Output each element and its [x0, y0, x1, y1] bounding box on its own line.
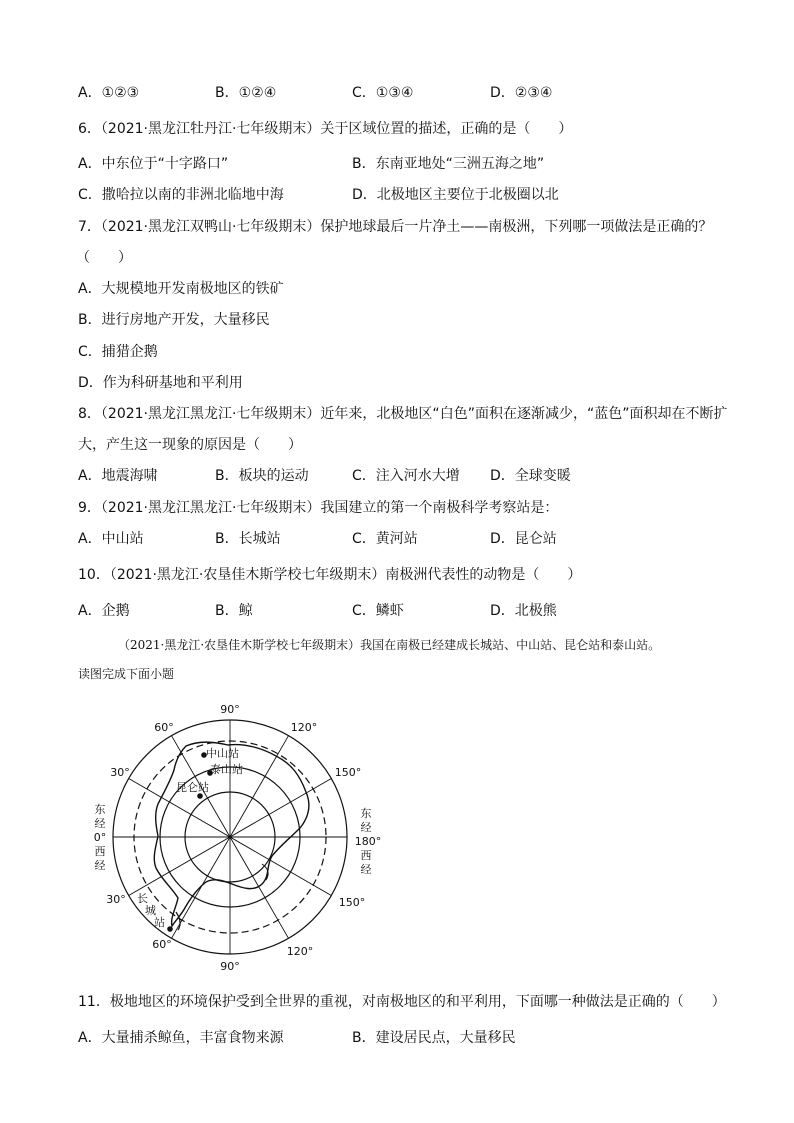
label-bottom-30: 30° — [106, 893, 126, 906]
q11-option-a: A．大量捕杀鲸鱼，丰富食物来源 — [78, 1030, 284, 1046]
label-east-180: 180° — [354, 835, 382, 848]
q8-option-c: C．注入河水大增 — [352, 468, 460, 484]
great-wall-station-dot — [167, 926, 173, 932]
label-bottom-90: 90° — [220, 960, 240, 973]
label-zhongshan-station: 中山站 — [206, 747, 239, 760]
q10-option-c: C．鳞虾 — [352, 603, 404, 619]
q10-option-b: B．鲸 — [215, 603, 253, 619]
q8-option-b: B．板块的运动 — [215, 468, 309, 484]
label-west-dong: 东 — [94, 803, 106, 816]
q7-option-d: D．作为科研基地和平利用 — [78, 375, 243, 391]
label-east-jing2: 经 — [360, 863, 372, 876]
q6-stem: 6．（2021·黑龙江牡丹江·七年级期末）关于区域位置的描述，正确的是（ ） — [78, 121, 573, 137]
q11-option-b: B．建设居民点，大量移民 — [352, 1030, 516, 1046]
q9-option-b: B．长城站 — [215, 531, 281, 547]
map-intro-line1: （2021·黑龙江·农垦佳木斯学校七年级期末）我国在南极已经建成长城站、中山站、昆仑站和泰山站。 — [118, 638, 661, 652]
label-top-30: 30° — [110, 766, 130, 779]
label-top-150: 150° — [334, 766, 362, 779]
label-bottom-60: 60° — [152, 938, 172, 951]
label-bottom-150: 150° — [338, 896, 366, 909]
q9-stem: 9．（2021·黑龙江黑龙江·七年级期末）我国建立的第一个南极科学考察站是： — [78, 500, 559, 516]
map-intro-line2: 读图完成下面小题 — [78, 667, 175, 681]
label-top-60: 60° — [154, 721, 174, 734]
q6-option-b: B．东南亚地处“三洲五海之地” — [352, 156, 545, 172]
kunlun-station-dot — [197, 793, 203, 799]
q10-stem: 10．（2021·黑龙江·农垦佳木斯学校七年级期末）南极洲代表性的动物是（ ） — [78, 567, 582, 583]
label-west-jing1: 经 — [94, 817, 106, 830]
label-top-90: 90° — [220, 703, 240, 716]
q6-option-d: D．北极地区主要位于北极圈以北 — [352, 187, 559, 203]
q10-option-d: D．北极熊 — [490, 603, 557, 619]
q5-option-b: B．①②④ — [215, 85, 277, 101]
label-west-xi: 西 — [94, 845, 106, 858]
label-kunlun-station: 昆仑站 — [176, 781, 209, 794]
label-east-jing1: 经 — [360, 821, 372, 834]
q9-option-a: A．中山站 — [78, 531, 144, 547]
q6-option-a: A．中东位于“十字路口” — [78, 156, 229, 172]
label-taishan-station: 泰山站 — [210, 763, 243, 776]
label-west-0: 0° — [93, 831, 107, 844]
label-bottom-120: 120° — [286, 945, 314, 958]
q7-stem: 7．（2021·黑龙江双鸭山·七年级期末）保护地球最后一片净土——南极洲，下列哪一项做法是正确的？ — [78, 219, 713, 235]
label-changcheng-1: 长 — [137, 892, 148, 905]
label-changcheng-3: 站 — [154, 916, 165, 929]
label-west-jing2: 经 — [94, 859, 106, 872]
label-east-dong: 东 — [360, 807, 372, 820]
q8-option-d: D．全球变暖 — [490, 468, 571, 484]
label-east-xi: 西 — [360, 849, 372, 862]
q5-option-a: A．①②③ — [78, 85, 140, 101]
q7-option-b: B．进行房地产开发，大量移民 — [78, 312, 270, 328]
q7-option-c: C．捕猎企鹅 — [78, 344, 158, 360]
q7-stem-cont: （ ） — [76, 250, 132, 266]
q5-option-c: C．①③④ — [352, 85, 414, 101]
q6-option-c: C．撒哈拉以南的非洲北临地中海 — [78, 187, 284, 203]
q8-stem: 8．（2021·黑龙江黑龙江·七年级期末）近年来，北极地区“白色”面积在逐渐减少，“蓝色”面积却在不断扩 — [78, 406, 728, 422]
label-changcheng-2: 城 — [145, 904, 156, 917]
q5-option-d: D．②③④ — [490, 85, 553, 101]
label-top-120: 120° — [290, 721, 318, 734]
q8-stem-cont: 大，产生这一现象的原因是（ ） — [78, 437, 302, 453]
q7-option-a: A．大规模地开发南极地区的铁矿 — [78, 281, 284, 297]
antarctica-station-map — [80, 698, 390, 978]
q9-option-c: C．黄河站 — [352, 531, 418, 547]
q9-option-d: D．昆仑站 — [490, 531, 557, 547]
q8-option-a: A．地震海啸 — [78, 468, 158, 484]
q10-option-a: A．企鹅 — [78, 603, 130, 619]
q11-stem: 11．极地地区的环境保护受到全世界的重视，对南极地区的和平利用，下面哪一种做法是正确的（ ） — [78, 994, 726, 1010]
